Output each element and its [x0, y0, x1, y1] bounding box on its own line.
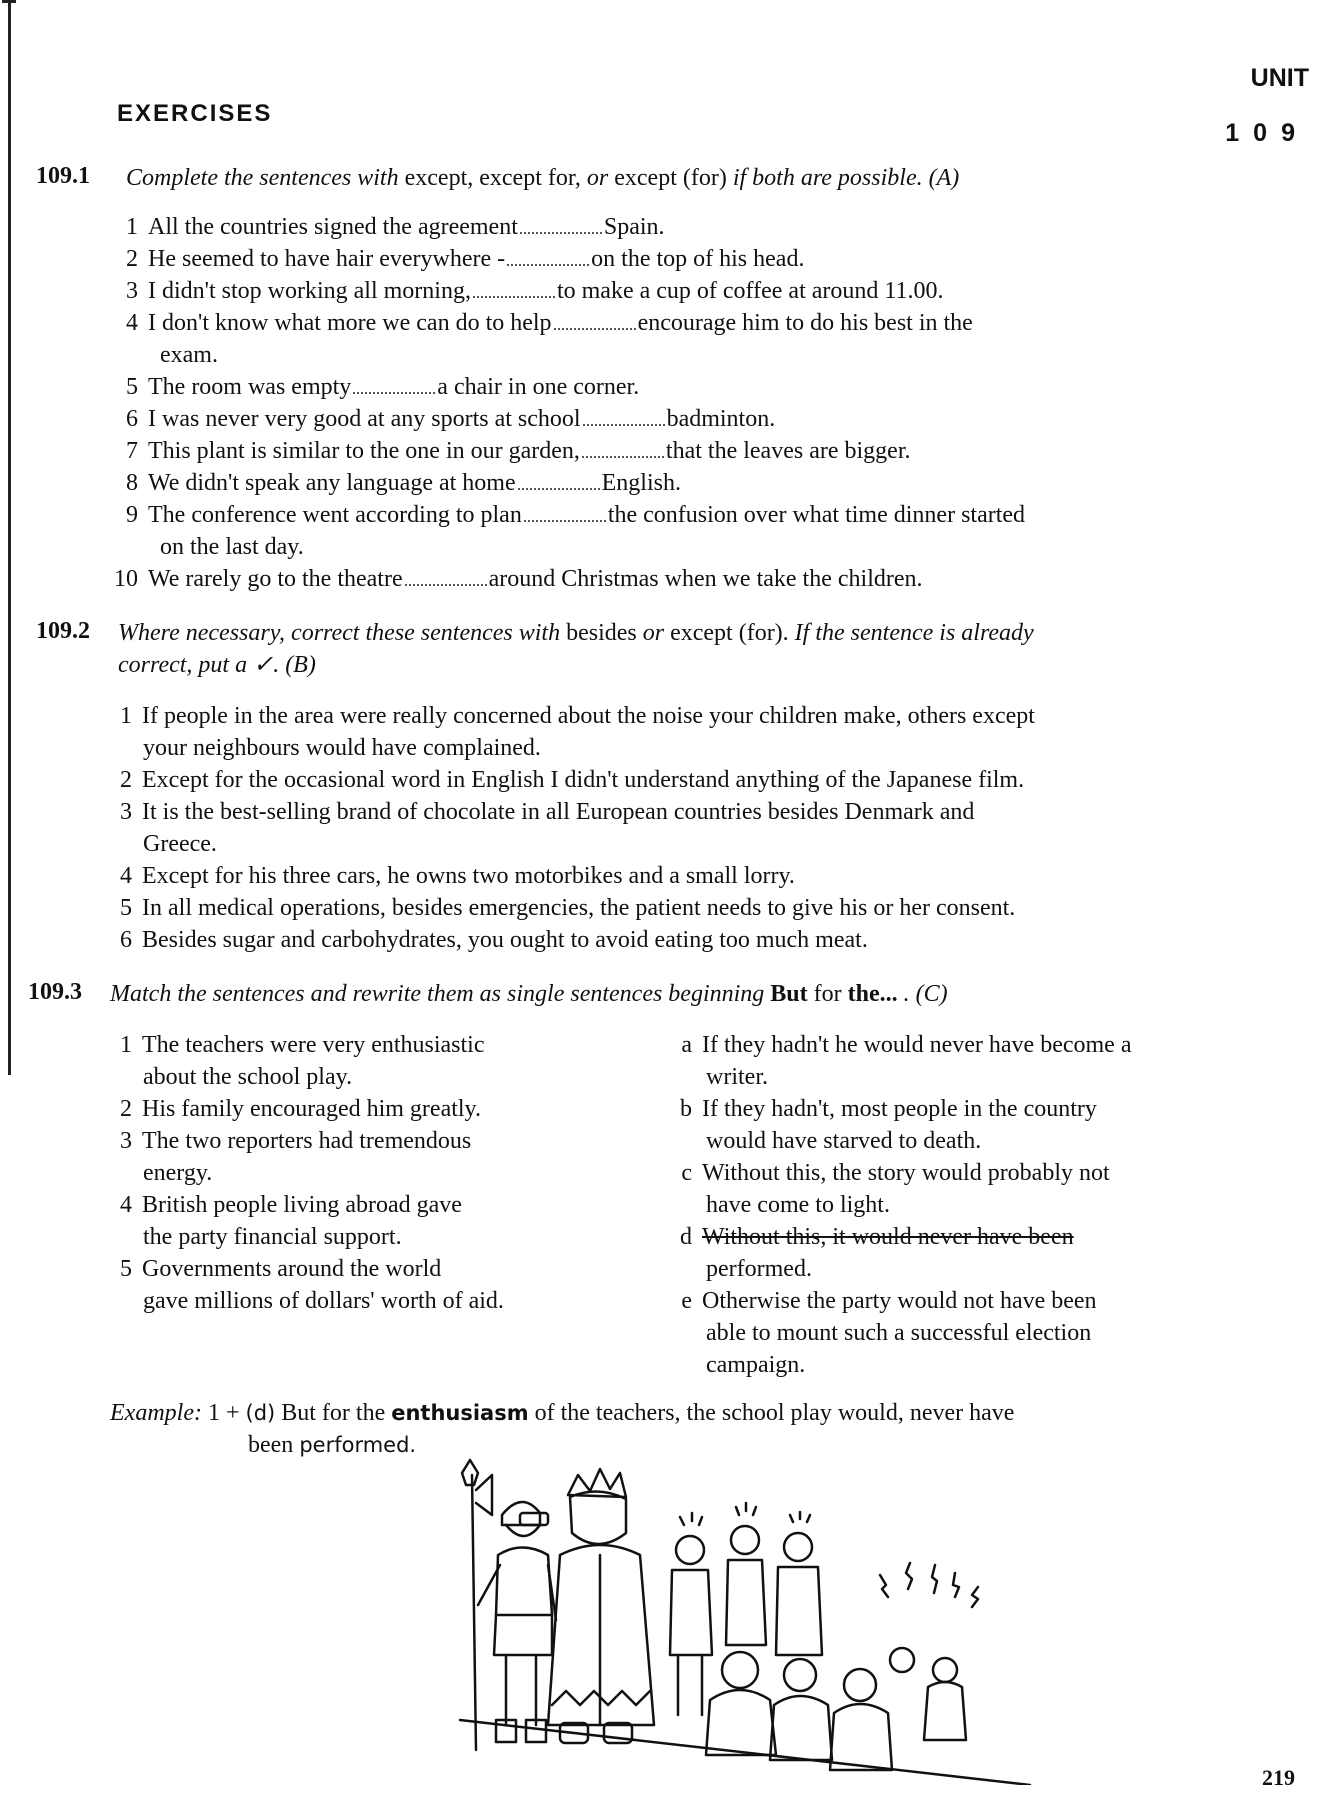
answer-blank[interactable] [524, 502, 606, 522]
margin-tick [2, 0, 16, 3]
spectator-figures [670, 1503, 822, 1715]
answer-blank[interactable] [554, 310, 636, 330]
match-right-item: c Without this, the story would probably not [681, 1160, 1110, 1186]
unit-number: 109 [1225, 119, 1309, 147]
exercise-instruction: Where necessary, correct these sentences with besides or except (for). If the sentence is already correct, put a ✓. (B) [118, 620, 1034, 678]
match-left-item: 3 The two reporters had tremendous [120, 1128, 472, 1154]
list-item-continuation: the party financial support. [143, 1224, 402, 1250]
match-right-item: d Without this, it would never have been [680, 1224, 1074, 1250]
list-item-continuation: about the school play. [143, 1064, 353, 1090]
list-item: 7 This plant is similar to the one in our garden, that the leaves are bigger. [126, 438, 911, 464]
list-item-continuation: energy. [143, 1160, 213, 1186]
list-item: 8 We didn't speak any language at home English. [126, 470, 681, 496]
match-left-item: 4 British people living abroad gave [120, 1192, 462, 1218]
list-item: 5 The room was empty a chair in one corner. [126, 374, 640, 400]
match-left-item: 1 The teachers were very enthusiastic [120, 1032, 485, 1058]
list-item: 3 It is the best-selling brand of chocolate in all European countries besides Denmark and [120, 799, 975, 825]
list-item-continuation: on the last day. [160, 534, 304, 560]
list-item: 6 I was never very good at any sports at school badminton. [126, 406, 776, 432]
page-number: 219 [1262, 1765, 1295, 1790]
list-item-continuation: performed. [706, 1256, 812, 1282]
list-item: 3 I didn't stop working all morning, to make a cup of coffee at around 11.00. [126, 278, 944, 304]
noise-marks [880, 1563, 978, 1607]
list-item-continuation: writer. [706, 1064, 768, 1090]
list-item-continuation: campaign. [706, 1352, 806, 1378]
answer-blank[interactable] [473, 278, 555, 298]
list-item-continuation: exam. [160, 342, 218, 368]
list-item: 2 He seemed to have hair everywhere - on the top of his head. [126, 246, 805, 272]
example-line-continuation: been performed. [248, 1432, 417, 1458]
list-item: 10 We rarely go to the theatre around Christmas when we take the children. [114, 566, 923, 592]
cartoon-illustration [440, 1455, 1040, 1785]
soldier-figure [478, 1502, 556, 1742]
list-item: 2 Except for the occasional word in English I didn't understand anything of the Japanese film. [120, 767, 1025, 793]
answer-blank[interactable] [405, 566, 487, 586]
list-item-continuation: would have starved to death. [706, 1128, 982, 1154]
match-left-item: 2 His family encouraged him greatly. [120, 1096, 481, 1122]
exercise-instruction: Complete the sentences with except, except for, or except (for) if both are possible. (A) [126, 165, 960, 191]
match-right-item: b If they hadn't, most people in the country [680, 1096, 1097, 1122]
match-right-item: e Otherwise the party would not have been [681, 1288, 1097, 1314]
answer-blank[interactable] [583, 406, 665, 426]
answer-blank[interactable] [507, 246, 589, 266]
list-item-continuation: Greece. [143, 831, 217, 857]
match-right-item: a If they hadn't he would never have become a [681, 1032, 1132, 1058]
exercises-title: EXERCISES [117, 100, 273, 127]
list-item: 4 I don't know what more we can do to help encourage him to do his best in the [126, 310, 973, 336]
list-item-continuation: your neighbours would have complained. [143, 735, 541, 761]
match-left-item: 5 Governments around the world [120, 1256, 442, 1282]
answer-blank[interactable] [518, 470, 600, 490]
margin-line [8, 0, 11, 1075]
exercise-number: 109.1 [36, 163, 90, 189]
list-item: 6 Besides sugar and carbohydrates, you ought to avoid eating too much meat. [120, 927, 868, 953]
exercise-instruction: Match the sentences and rewrite them as single sentences beginning But for the... . (C) [110, 981, 948, 1007]
list-item: 5 In all medical operations, besides emergencies, the patient needs to give his or her consent. [120, 895, 1016, 921]
list-item-continuation: gave millions of dollars' worth of aid. [143, 1288, 504, 1314]
example-line: Example: 1 + (d) But for the enthusiasm of the teachers, the school play would, never have [110, 1400, 1015, 1426]
list-item: 4 Except for his three cars, he owns two motorbikes and a small lorry. [120, 863, 795, 889]
answer-blank[interactable] [353, 374, 435, 394]
unit-label: UNIT [1250, 64, 1309, 92]
exercise-number: 109.3 [28, 979, 82, 1005]
king-figure [548, 1469, 654, 1743]
list-item: 1 If people in the area were really concerned about the noise your children make, others except [120, 703, 1035, 729]
list-item: 9 The conference went according to plan the confusion over what time dinner started [126, 502, 1026, 528]
answer-blank[interactable] [582, 438, 664, 458]
answer-blank[interactable] [520, 214, 602, 234]
exercise-number: 109.2 [36, 618, 90, 644]
list-item-continuation: have come to light. [706, 1192, 890, 1218]
list-item-continuation: able to mount such a successful election [706, 1320, 1092, 1346]
list-item: 1 All the countries signed the agreement Spain. [126, 214, 665, 240]
